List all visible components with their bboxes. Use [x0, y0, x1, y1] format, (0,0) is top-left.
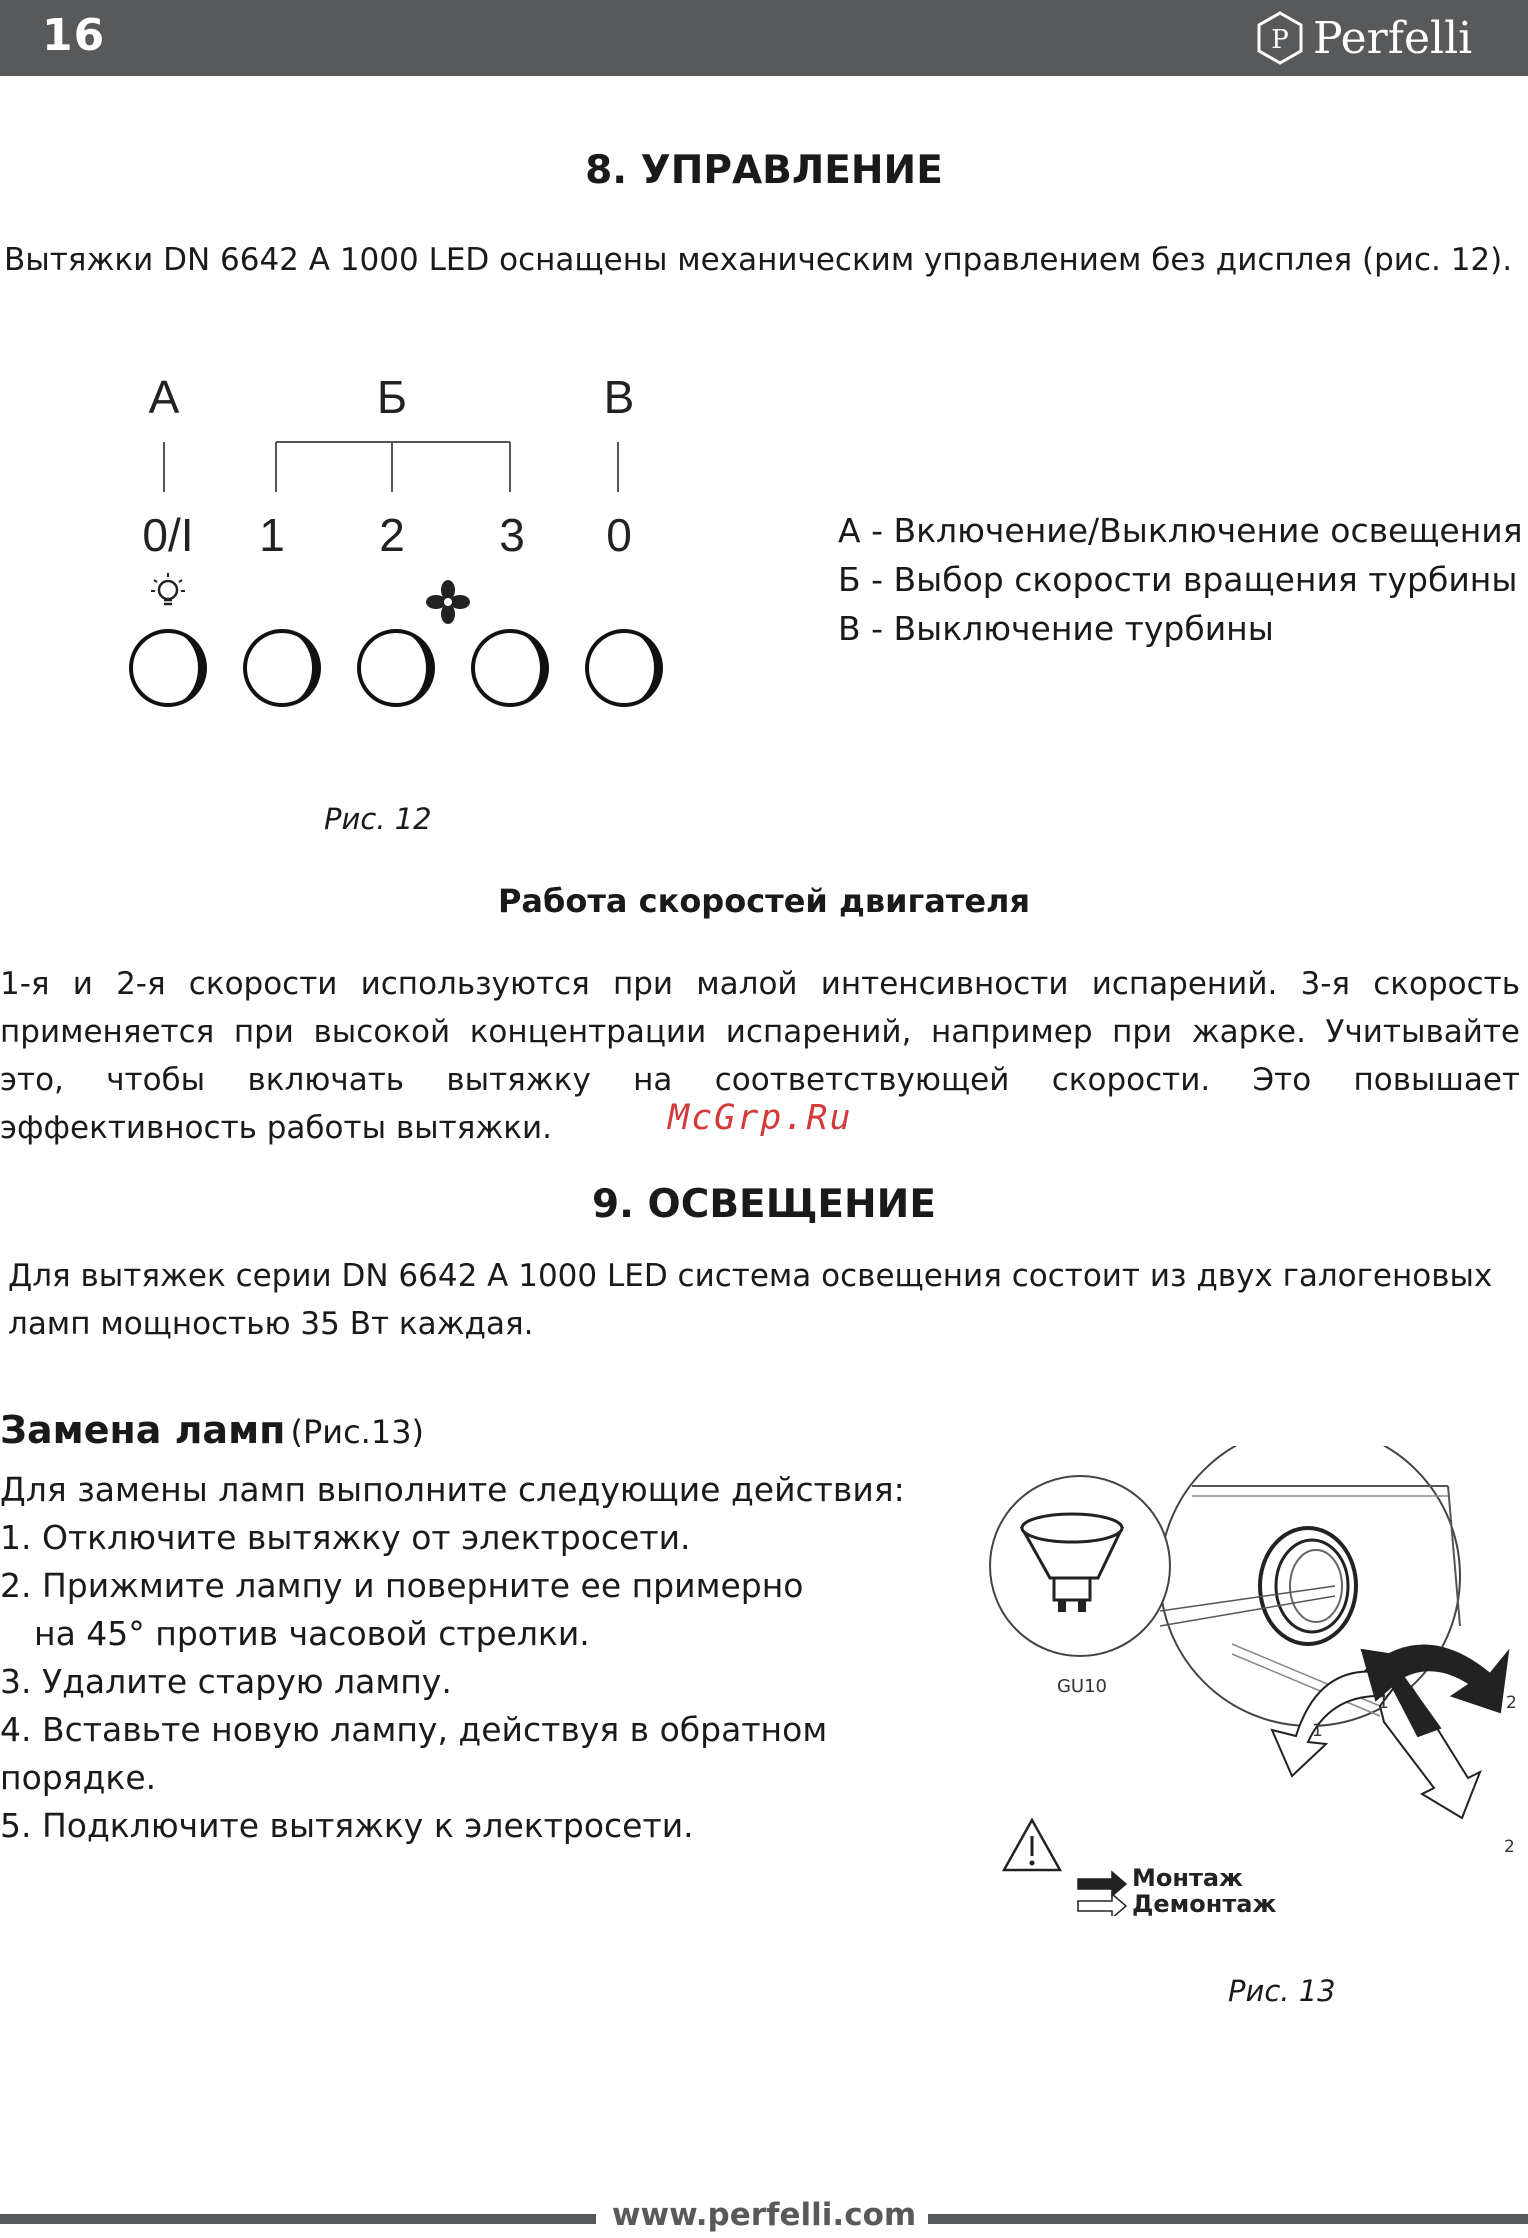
button-label-speed-3: 3 [499, 509, 525, 561]
button-speed-2[interactable] [359, 631, 433, 705]
svg-text:P: P [1271, 25, 1289, 55]
speeds-subheading: Работа скоростей двигателя [497, 882, 1031, 920]
speeds-line: это, чтобы включать вытяжку на соответствующей скорости. Это повышает [0, 1062, 1520, 1098]
footer-rule-left [0, 2214, 596, 2224]
button-speed-1[interactable] [245, 631, 319, 705]
button-label-off: 0 [606, 509, 632, 561]
dismount-arrow-icon [1078, 1894, 1126, 1916]
brand-name: Perfelli [1313, 12, 1473, 64]
button-label-speed-2: 2 [379, 509, 405, 561]
lightbulb-icon [148, 570, 188, 616]
push-dismount-arrow-icon [1380, 1682, 1480, 1818]
section-9-intro [8, 1252, 1524, 1348]
mark-1-b: 1 [1312, 1721, 1323, 1741]
lamp-type-label: GU10 [1056, 1676, 1108, 1697]
warning-icon [1004, 1820, 1060, 1870]
step-item: 1. Отключите вытяжку от электросети. [0, 1518, 691, 1557]
mount-label: Монтаж [1132, 1864, 1243, 1892]
group-label-b: Б [376, 371, 408, 423]
lamp-title: Замена ламп [0, 1408, 286, 1452]
button-light[interactable] [131, 631, 205, 705]
step-item: 2. Прижмите лампу и поверните ее примерно [0, 1566, 804, 1605]
steps-intro: Для замены ламп выполните следующие действия: [0, 1470, 905, 1509]
step-item: на 45° против часовой стрелки. [34, 1614, 590, 1653]
mark-1-a: 1 [1378, 1693, 1389, 1713]
legend-item-v: В - Выключение турбины [838, 609, 1274, 648]
section-8-title: 8. УПРАВЛЕНИЕ [585, 148, 943, 193]
control-buttons [126, 624, 676, 714]
step-item: 4. Вставьте новую лампу, действуя в обратном порядке. [0, 1710, 828, 1797]
section-9-title: 9. ОСВЕЩЕНИЕ [592, 1182, 936, 1227]
fan-icon [426, 580, 470, 624]
step-item: 3. Удалите старую лампу. [0, 1662, 452, 1701]
dismount-label: Демонтаж [1132, 1890, 1277, 1918]
button-off[interactable] [587, 631, 661, 705]
figure-12-caption: Рис. 12 [324, 802, 432, 836]
brand-logo [1255, 10, 1472, 66]
speeds-line: 1-я и 2-я скорости используются при малой интенсивности испарений. 3-я скорость [0, 966, 1520, 1002]
footer-rule-right [928, 2214, 1528, 2224]
mark-2-b: 2 [1504, 1837, 1515, 1857]
step-item: 5. Подключите вытяжку к электросети. [0, 1806, 694, 1845]
footer-url: www.perfelli.com [611, 2197, 917, 2233]
button-label-light: 0/I [142, 509, 194, 561]
figure-13-caption: Рис. 13 [1228, 1974, 1336, 2008]
control-legend [838, 506, 1528, 653]
lamp-replacement-heading [0, 1408, 424, 1452]
group-brackets [150, 438, 650, 498]
brand-emblem-icon [1255, 11, 1305, 65]
legend-item-b: Б - Выбор скорости вращения турбины [838, 560, 1518, 599]
intro-line: ламп мощностью 35 Вт каждая. [8, 1306, 534, 1342]
speeds-line: применяется при высокой концентрации испарений, например при жарке. Учитывайте [0, 1014, 1520, 1050]
page-number: 16 [42, 10, 106, 61]
section-8-intro: Вытяжки DN 6642 A 1000 LED оснащены механическим управлением без дисплея (рис. 12). [4, 242, 1513, 278]
lamp-replacement-figure [960, 1446, 1528, 1916]
button-speed-3[interactable] [473, 631, 547, 705]
mark-2-a: 2 [1506, 1693, 1517, 1713]
speeds-line: эффективность работы вытяжки. [0, 1110, 553, 1146]
mount-arrow-icon [1078, 1872, 1126, 1896]
lamp-steps [0, 1466, 980, 1850]
group-label-v: В [603, 371, 635, 423]
watermark: McGrp.Ru [668, 1098, 853, 1138]
legend-item-a: А - Включение/Выключение освещения [838, 511, 1523, 550]
button-label-speed-1: 1 [259, 509, 285, 561]
intro-line: Для вытяжек серии DN 6642 A 1000 LED система освещения состоит из двух галогеновых [8, 1258, 1493, 1294]
lamp-figure-ref: (Рис.13) [290, 1413, 425, 1451]
group-label-a: А [148, 371, 180, 423]
